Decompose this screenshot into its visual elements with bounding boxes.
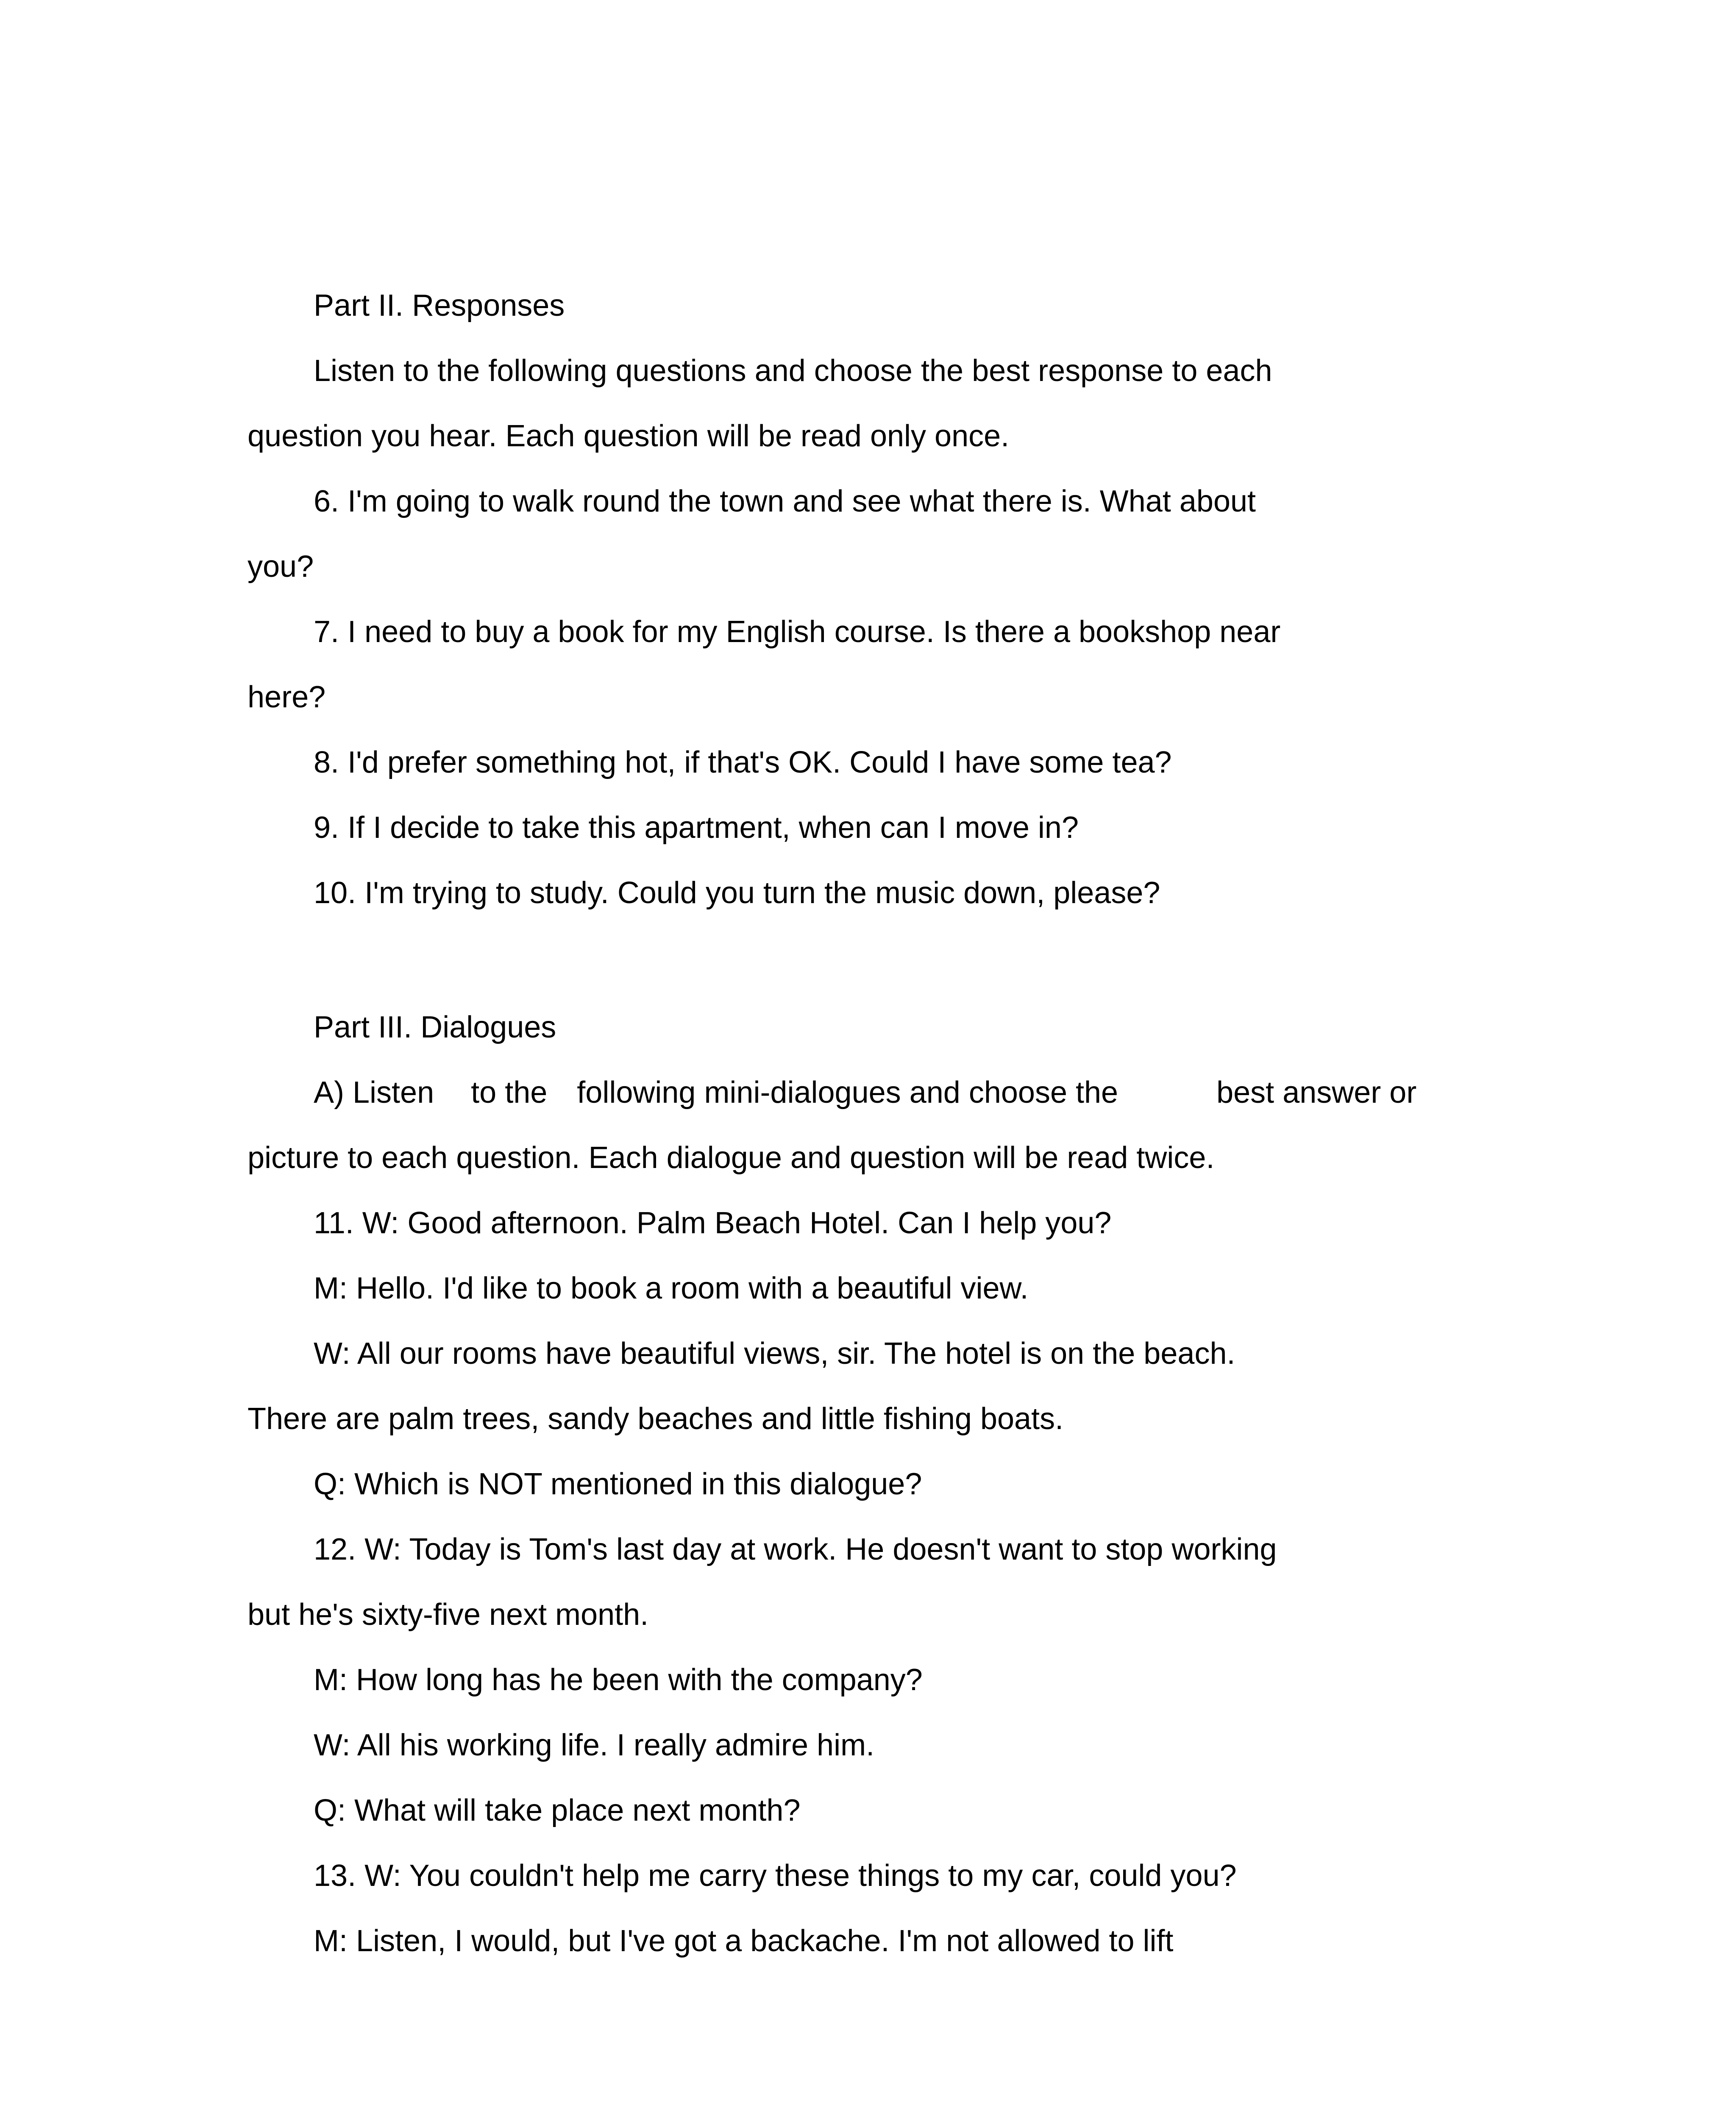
part3-instructions-line1 <box>314 1077 1416 1108</box>
instr-word-4: best answer or <box>1216 1076 1417 1110</box>
question-10: 10. I'm trying to study. Could you turn the music down, please? <box>314 876 1160 910</box>
part2-instructions-line1: Listen to the following questions and choose the best response to each <box>314 354 1272 388</box>
dialogue-12-woman-1-line2: but he's sixty-five next month. <box>248 1598 649 1632</box>
dialogue-11-question: Q: Which is NOT mentioned in this dialogue? <box>314 1467 922 1501</box>
instr-word-1: A) Listen <box>314 1076 434 1110</box>
part3-instructions-line2: picture to each question. Each dialogue and question will be read twice. <box>248 1141 1215 1175</box>
dialogue-13-man: M: Listen, I would, but I've got a backache. I'm not allowed to lift <box>314 1924 1174 1958</box>
dialogue-11-woman-2-line2: There are palm trees, sandy beaches and little fishing boats. <box>248 1402 1064 1436</box>
question-8: 8. I'd prefer something hot, if that's OK. Could I have some tea? <box>314 745 1172 779</box>
dialogue-11-man: M: Hello. I'd like to book a room with a beautiful view. <box>314 1271 1029 1305</box>
dialogue-11-woman-1: 11. W: Good afternoon. Palm Beach Hotel. Can I help you? <box>314 1206 1112 1240</box>
dialogue-12-woman-1-line1: 12. W: Today is Tom's last day at work. He doesn't want to stop working <box>314 1532 1277 1566</box>
dialogue-13-woman: 13. W: You couldn't help me carry these things to my car, could you? <box>314 1859 1237 1893</box>
question-6-line2: you? <box>248 550 314 584</box>
dialogue-12-man: M: How long has he been with the company? <box>314 1663 923 1697</box>
part3-heading: Part III. Dialogues <box>314 1010 556 1044</box>
part2-heading: Part II. Responses <box>314 289 565 323</box>
dialogue-12-woman-2: W: All his working life. I really admire him. <box>314 1728 875 1762</box>
question-6-line1: 6. I'm going to walk round the town and see what there is. What about <box>314 484 1256 518</box>
instr-word-3: following mini-dialogues and choose the <box>577 1076 1118 1110</box>
dialogue-12-question: Q: What will take place next month? <box>314 1794 801 1827</box>
part2-instructions-line2: question you hear. Each question will be read only once. <box>248 419 1010 453</box>
question-7-line1: 7. I need to buy a book for my English course. Is there a bookshop near <box>314 615 1281 649</box>
instr-word-2: to the <box>471 1076 548 1110</box>
question-7-line2: here? <box>248 680 326 714</box>
dialogue-11-woman-2-line1: W: All our rooms have beautiful views, sir. The hotel is on the beach. <box>314 1337 1235 1371</box>
question-9: 9. If I decide to take this apartment, when can I move in? <box>314 811 1079 845</box>
